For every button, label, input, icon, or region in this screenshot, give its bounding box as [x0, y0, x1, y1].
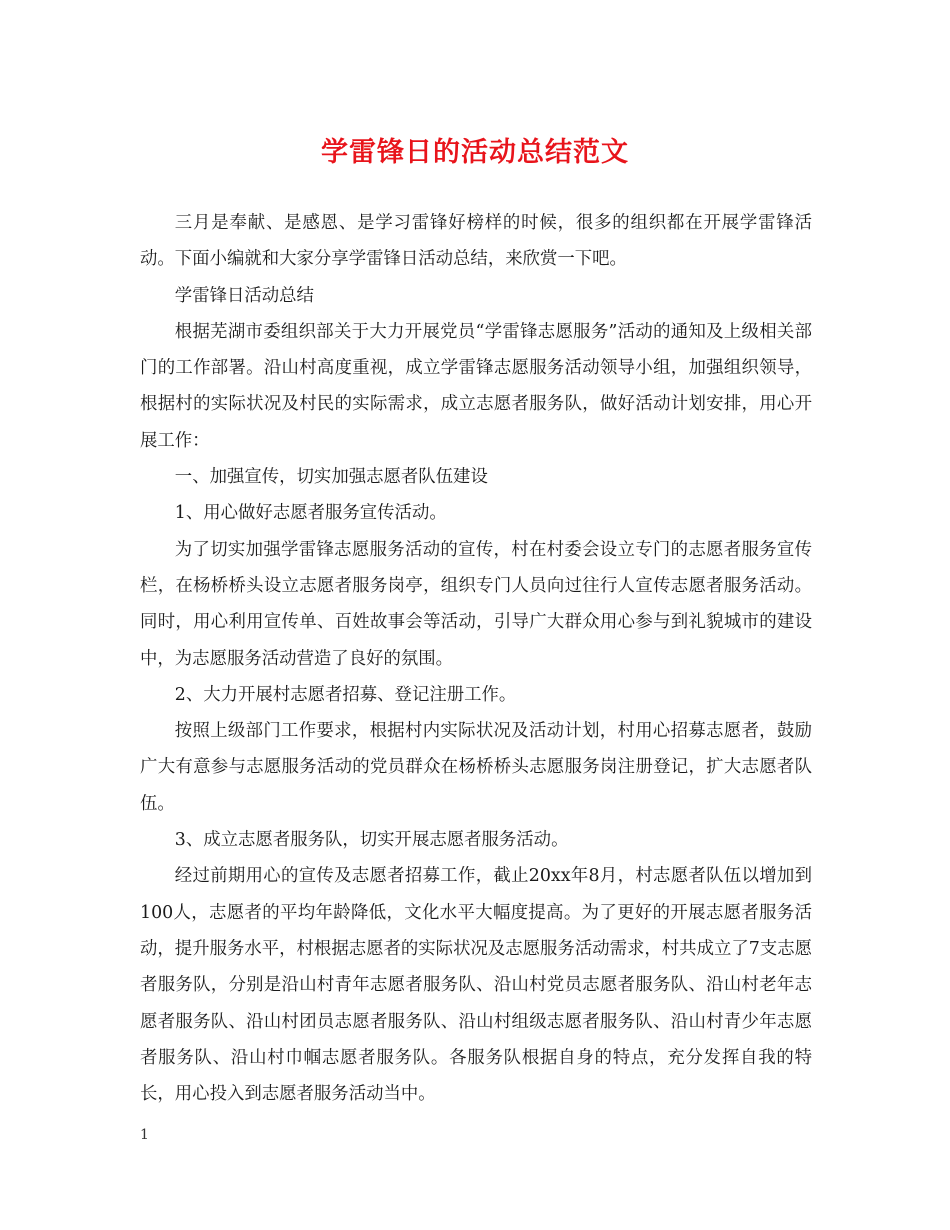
paragraph-intro: 三月是奉献、是感恩、是学习雷锋好榜样的时候，很多的组织都在开展学雷锋活动。下面小编就和大家分享学雷锋日活动总结，来欣赏一下吧。 — [140, 213, 812, 270]
paragraph-service-teams: 经过前期用心的宣传及志愿者招募工作，截止20xx年8月，村志愿者队伍以增加到100人，志愿者的平均年龄降低，文化水平大幅度提高。为了更好的开展志愿者服务活动，提升服务水平，村根据志愿者的实际状况及志愿服务活动需求，村共成立了7支志愿者服务队，分别是沿山村青年志愿者服务队、沿山村党员志愿者服务队、沿山村老年志愿者服务队、沿山村团员志愿者服务队、沿山村组级志愿者服务队、沿山村青少年志愿者服务队、沿山村巾帼志愿者服务队。各服务队根据自身的特点，充分发挥自我的特长，用心投入到志愿者服务活动当中。 — [140, 866, 812, 1105]
paragraph-recruitment: 按照上级部门工作要求，根据村内实际状况及活动计划，村用心招募志愿者，鼓励广大有意参与志愿服务活动的党员群众在杨桥桥头志愿服务岗注册登记，扩大志愿者队伍。 — [140, 721, 812, 814]
item-heading-1: 1、用心做好志愿者服务宣传活动。 — [174, 503, 447, 524]
item-heading-2: 2、大力开展村志愿者招募、登记注册工作。 — [174, 684, 517, 705]
section-heading-1: 一、加强宣传，切实加强志愿者队伍建设 — [174, 467, 488, 488]
page-number: 1 — [140, 1127, 149, 1143]
paragraph-background: 根据芜湖市委组织部关于大力开展党员“学雷锋志愿服务”活动的通知及上级相关部门的工作部署。沿山村高度重视，成立学雷锋志愿服务活动领导小组，加强组织领导，根据村的实际状况及村民的实际需求，成立志愿者服务队，做好活动计划安排，用心开展工作： — [140, 321, 812, 451]
paragraph-publicity: 为了切实加强学雷锋志愿服务活动的宣传，村在村委会设立专门的志愿者服务宣传栏，在杨桥桥头设立志愿者服务岗亭，组织专门人员向过往行人宣传志愿者服务活动。同时，用心利用宣传单、百姓故事会等活动，引导广大群众用心参与到礼貌城市的建设中，为志愿服务活动营造了良好的氛围。 — [140, 539, 812, 669]
document-body — [140, 205, 812, 1112]
document-title: 学雷锋日的活动总结范文 — [321, 137, 629, 168]
paragraph-subtitle: 学雷锋日活动总结 — [174, 285, 314, 306]
item-heading-3: 3、成立志愿者服务队，切实开展志愿者服务活动。 — [174, 830, 569, 851]
